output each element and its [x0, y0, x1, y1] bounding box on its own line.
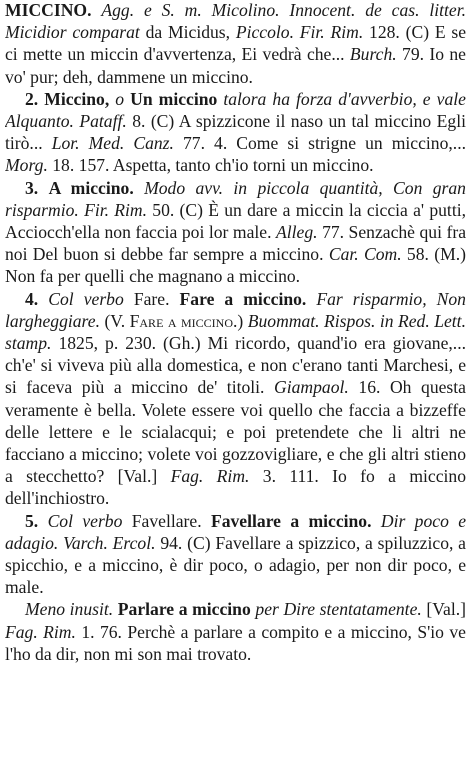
citation-text: 94. (C) Favellare a spizzico, a spiluzzico, a spicchio, e a miccino, è dir poco, o adagio, per non dir poco, e male.: [5, 532, 466, 598]
etymology-text: da Micidus,: [145, 22, 231, 43]
citation-source: Buommat. Rispos. in Red. Lett. stamp.: [5, 310, 466, 354]
citation-source: Lor. Med. Canz.: [51, 133, 174, 154]
sense-number: 3.: [25, 177, 39, 198]
cross-reference-open: (V.: [104, 310, 126, 331]
definition-text: talora ha forza d'avverbio, e vale Alquanto.: [5, 88, 466, 132]
definition-text: Far risparmio, Non largheggiare.: [5, 288, 466, 331]
sense-number: 5.: [25, 510, 39, 531]
citation-text: 1825, p. 230. (Gh.) Mi ricordo, quand'io era giovane,... ch'e' si viveva più alla domestica, e non c'erano tanti Marchesi, e si faceva più a miccino de' titoli.: [5, 333, 466, 398]
citation-text: 128. (C) E se ci mette un miccin d'avvertenza, Ei vedrà che...: [5, 22, 466, 65]
entry-paragraph-2: [5, 88, 466, 177]
citation-text: 3. 111. Io fo a miccino dell'inchiostro.: [5, 466, 466, 509]
citation-text: 77. 4. Come si strigne un miccino,...: [182, 133, 466, 154]
citation-source: Morg.: [5, 155, 48, 176]
entry-paragraph-3: [5, 177, 466, 288]
citation-text: 1. 76. Perchè a parlare a compito e a miccino, S'io ve l'ho da dir, non mi son mai trovato.: [5, 621, 466, 664]
sense-head: A miccino.: [48, 177, 134, 198]
citation-source: Fag. Rim.: [5, 621, 76, 642]
entry-paragraph-4: [5, 288, 466, 510]
usage-label: Col verbo: [48, 288, 124, 309]
citation-text: Micidior comparat: [5, 22, 140, 43]
sense-head: Un miccino: [130, 88, 218, 109]
sense-head: Fare a miccino.: [179, 288, 307, 309]
citation-text: [Val.]: [426, 599, 466, 620]
entry-paragraph-5: [5, 510, 466, 599]
grammar-label: Agg. e S. m.: [101, 0, 202, 20]
sense-head: Favellare a miccino.: [210, 510, 372, 531]
sense-number: 2.: [25, 88, 39, 109]
entry-paragraph-6: [5, 598, 466, 665]
citation-source: Fag. Rim.: [170, 466, 250, 487]
definition-text: Modo avv. in piccola quantità, Con gran risparmio. Fir. Rim.: [5, 177, 466, 220]
sense-number: 4.: [25, 288, 39, 309]
citation-source: Micolino. Innocent. de cas. litter.: [211, 0, 466, 20]
definition-text: Dir poco e adagio. Varch. Ercol.: [5, 510, 466, 553]
citation-text: 77. Senzachè qui fra noi Del buon si debbe far sempre a miccino.: [5, 222, 466, 265]
sense-head: Parlare a miccino: [117, 599, 251, 620]
cross-reference-target: Fare a miccino.): [129, 310, 244, 331]
citation-text: 8. (C) A spizzicone il naso un tal miccino Egli tirò...: [5, 111, 466, 154]
citation-source: Alleg.: [276, 222, 318, 243]
entry-paragraph-1: [5, 0, 466, 88]
usage-label: Meno inusit.: [25, 599, 114, 620]
citation-text: 79. Io ne vo' pur; deh, dammene un miccino.: [5, 44, 466, 87]
citation-source: Burch.: [349, 44, 397, 65]
citation-text: 58. (M.) Non fa per quelli che magnano a miccino.: [5, 244, 466, 287]
definition-text: per Dire stentatamente.: [255, 599, 422, 620]
verb-name: Favellare.: [131, 510, 202, 531]
citation-text: 16. Oh questa veramente è bella. Volete essere voi quello che faccia a bizzeffe delle lettere e le scialacqui; e poi pretendete che li altri ne facciano a miccino; volete voi gozzovigliare, e che gli altri stieno a stecchetto? [Val.]: [5, 377, 466, 487]
headword: MICCINO.: [5, 0, 92, 20]
sense-head: Miccino,: [44, 88, 110, 109]
usage-label: Col verbo: [47, 510, 123, 531]
citation-source: Pataff.: [79, 111, 127, 132]
dictionary-entry-page: [5, 0, 466, 766]
verb-name: Fare.: [133, 288, 170, 309]
definition-text: Piccolo. Fir. Rim.: [235, 22, 364, 43]
citation-source: Car. Com.: [328, 244, 402, 265]
sense-connector: o: [115, 88, 125, 109]
citation-text: 50. (C) È un dare a miccin la ciccia a' putti, Acciocch'ella non faccia poi lor male.: [5, 199, 466, 243]
citation-text: 18. 157. Aspetta, tanto ch'io torni un miccino.: [52, 155, 374, 176]
citation-source: Giampaol.: [274, 377, 349, 398]
